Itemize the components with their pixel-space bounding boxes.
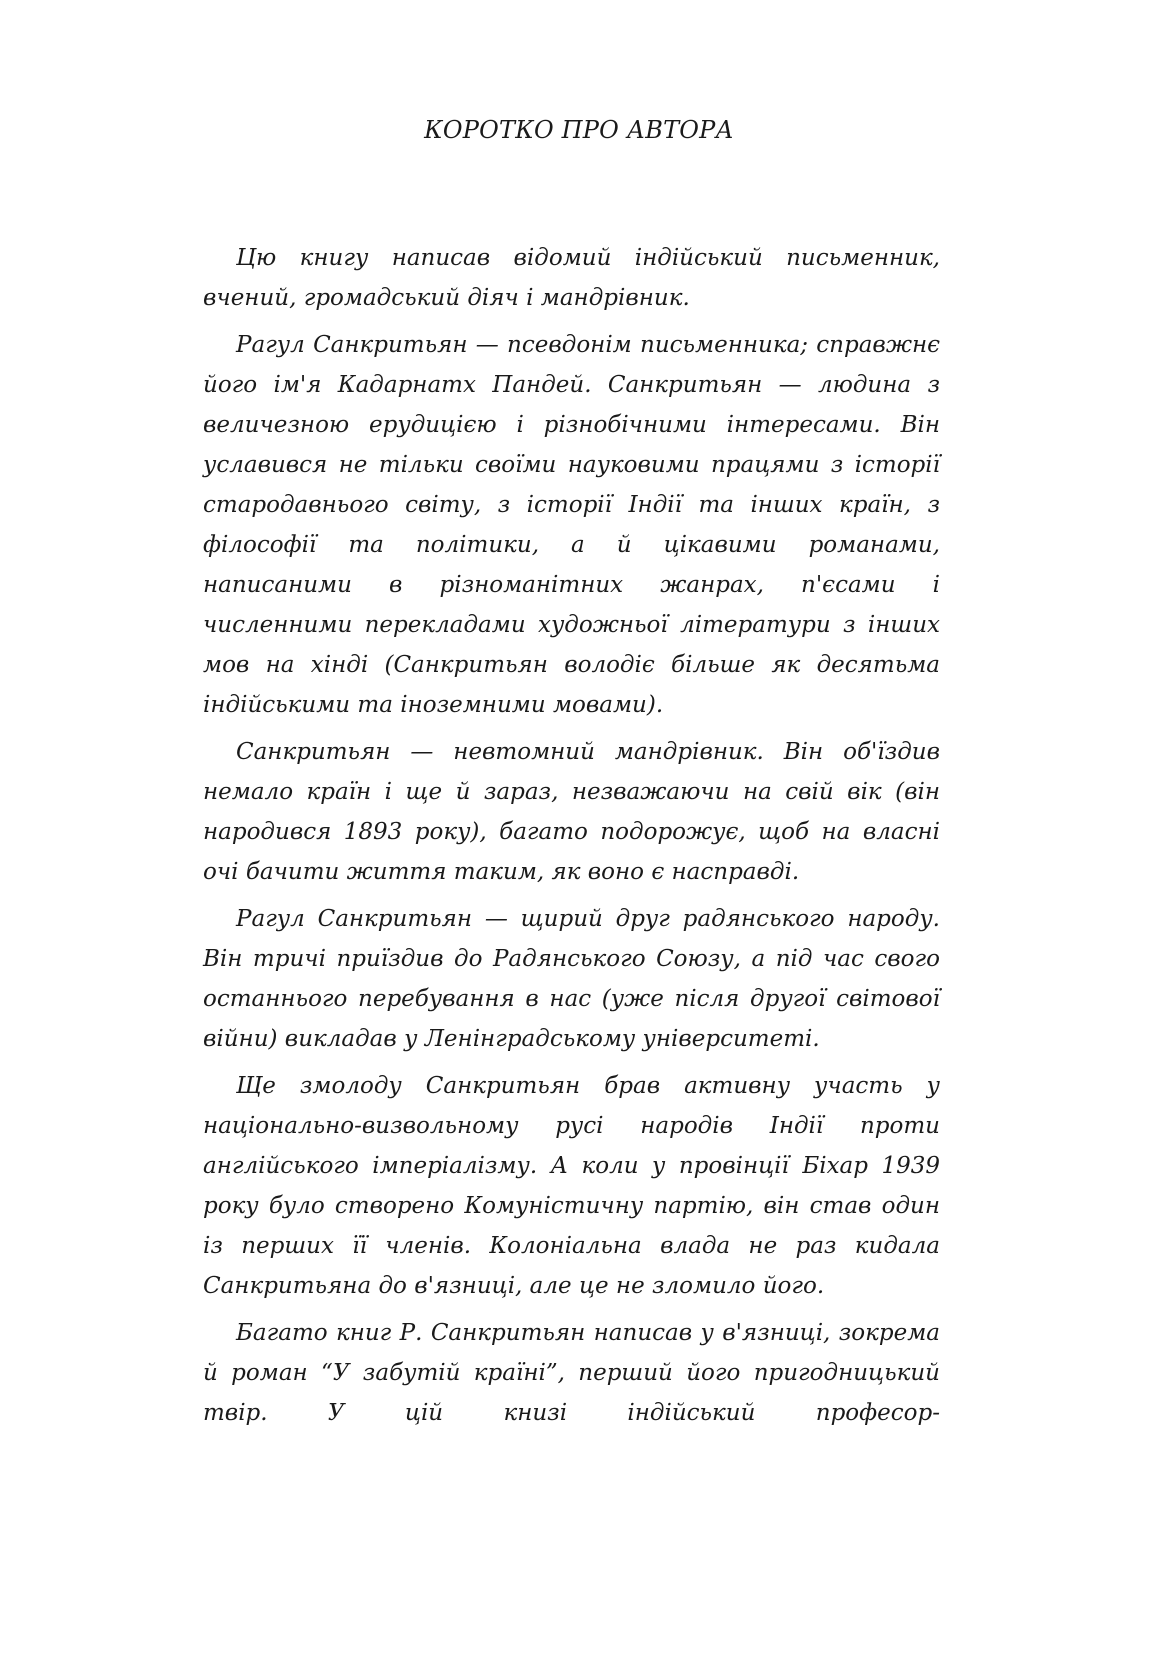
paragraph-6: Багато книг Р. Санкритьян написав у в'язниці, зокрема й роман “У забутій країні”, перший його пригодницький твір. У цій книзі індійський професор- (203, 1320, 940, 1426)
body-text (203, 238, 940, 1440)
paragraph-3: Санкритьян — невтомний мандрівник. Він об'їздив немало країн і ще й зараз, незважаючи на свій вік (він народився 1893 року), багато подорожує, щоб на власні очі бачити життя таким, як воно є насправді. (203, 739, 940, 885)
section-heading: КОРОТКО ПРО АВТОРА (424, 116, 734, 144)
paragraph-1: Цю книгу написав відомий індійський письменник, вчений, громадський діяч і мандрівник. (203, 245, 940, 311)
paragraph-4: Рагул Санкритьян — щирий друг радянського народу. Він тричі приїздив до Радянського Союзу, а під час свого останнього перебування в нас (уже після другої світової війни) викладав у Ленінградському університеті. (203, 906, 940, 1052)
paragraph-2: Рагул Санкритьян — псевдонім письменника; справжнє його ім'я Кадарнатх Пандей. Санкритьян — людина з величезною ерудицією і різнобічними інтересами. Він уславився не тільки своїми науковими працями з історії стародавнього світу, з історії Індії та інших країн, з філософії та політики, а й цікавими романами, написаними в різноманітних жанрах, п'єсами і численними перекладами художньої літератури з інших мов на хінді (Санкритьян володіє більше як десятьма індійськими та іноземними мовами). (203, 332, 940, 718)
paragraph-5: Ще змолоду Санкритьян брав активну участь у національно-визвольному русі народів Індії проти англійського імперіалізму. А коли у провінції Біхар 1939 року було створено Комуністичну партію, він став один із перших її членів. Колоніальна влада не раз кидала Санкритьяна до в'язниці, але це не зломило його. (203, 1073, 940, 1299)
